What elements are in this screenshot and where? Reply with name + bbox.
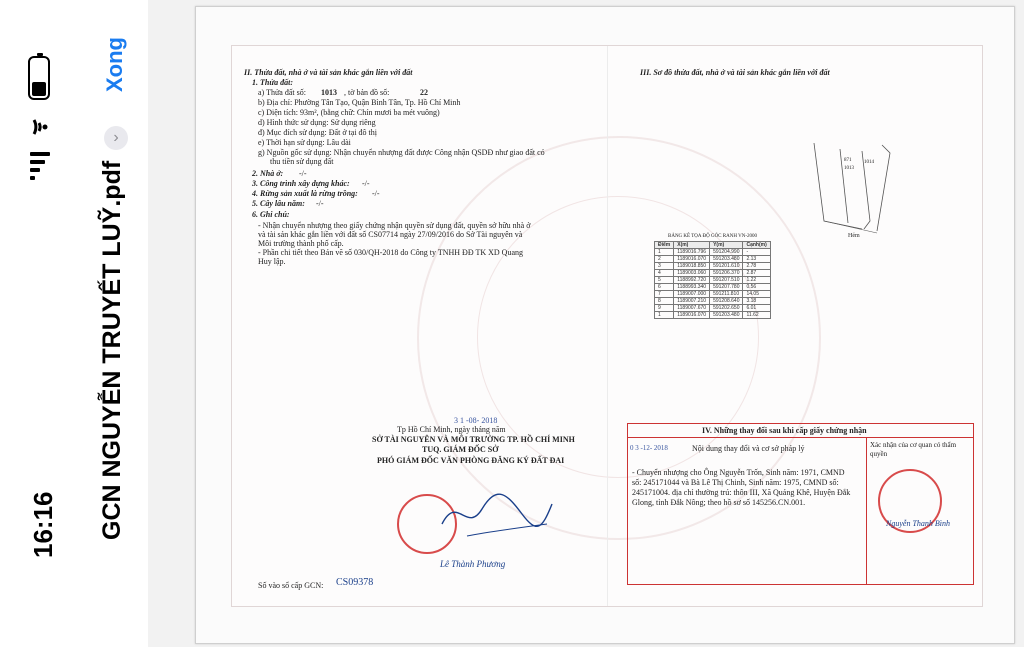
coords-cell: 1189016.070 — [674, 312, 710, 319]
coords-row — [655, 270, 771, 277]
coords-cell: 2 — [655, 256, 674, 263]
change-line-1: - Chuyển nhượng cho Ông Nguyễn Trốn, Sinh năm: 1971, CMND — [632, 468, 845, 477]
coords-cell: 6 — [655, 284, 674, 291]
coords-cell: 2.78 — [743, 263, 770, 270]
cellular-signal-icon — [30, 152, 52, 182]
coords-cell: 1189016.796 — [674, 249, 710, 256]
coords-cell: 5 — [655, 277, 674, 284]
coordinates-table — [654, 241, 771, 319]
authority-proxy: TUQ. GIÁM ĐỐC SỞ — [422, 445, 499, 454]
coords-cell: 1189003.060 — [674, 270, 710, 277]
coords-cell: 1189007.000 — [674, 291, 710, 298]
parcel-number: 1013 — [321, 88, 337, 97]
land-title: 1. Thửa đất: — [252, 78, 294, 87]
changes-section — [627, 423, 974, 585]
coords-cell: 591211.810 — [710, 291, 743, 298]
coords-cell: - — [743, 249, 770, 256]
coords-header-cell: X(m) — [674, 242, 710, 249]
section4-title: IV. Những thay đổi sau khi cấp giấy chứng nhận — [702, 426, 867, 435]
use-origin-cont: thu tiền sử dụng đất — [270, 157, 334, 166]
map-sheet-label: , tờ bản đồ số: — [344, 88, 390, 97]
pdf-page — [195, 6, 1015, 644]
coords-cell: 1 — [655, 249, 674, 256]
note-2b: Huy lập. — [258, 257, 286, 266]
note-2: - Phần chi tiết theo Bản vẽ số 030/QH-2018 do Công ty TNHH ĐĐ TK XD Quang — [258, 248, 524, 257]
construction-label: 3. Công trình xây dựng khác: — [252, 179, 350, 188]
change-line-3: 245171004. địa chỉ thường trú: thôn III, Xã Quảng Khê, Huyện Đắk — [632, 488, 851, 497]
coords-cell: 2.13 — [743, 256, 770, 263]
change-line-2: số: 245171044 và Bà Lê Thị Chinh, Sinh năm: 1975, CMND số: — [632, 478, 839, 487]
coords-row — [655, 284, 771, 291]
change-line-4: Glong, tỉnh Đắk Nông; theo hồ sơ số 145256.CN.001. — [632, 498, 806, 507]
coords-cell: 1.22 — [743, 277, 770, 284]
coords-header-cell: Điểm — [655, 242, 674, 249]
coords-cell: 6.01 — [743, 305, 770, 312]
battery-icon — [28, 56, 50, 100]
authority-title: PHÓ GIÁM ĐỐC VĂN PHÒNG ĐĂNG KÝ ĐẤT ĐAI — [377, 456, 565, 465]
parcel-label: a) Thửa đất số: — [258, 88, 306, 97]
coords-cell: 591203.480 — [710, 312, 743, 319]
coords-cell: 591208.640 — [710, 298, 743, 305]
certificate-document — [231, 45, 983, 607]
coords-row — [655, 298, 771, 305]
date-place: Tp Hồ Chí Minh, ngày tháng năm — [397, 425, 506, 434]
coords-cell: 1189007.210 — [674, 298, 710, 305]
column-content: Nội dung thay đổi và cơ sở pháp lý — [692, 444, 805, 453]
note-1c: Môi trường thành phố cấp. — [258, 239, 344, 248]
plan-north-label: 871 — [844, 158, 852, 163]
coords-cell: 8 — [655, 298, 674, 305]
construction-value: -/- — [362, 179, 370, 188]
coords-cell: 591207.510 — [710, 277, 743, 284]
coords-cell: 4 — [655, 270, 674, 277]
coords-row — [655, 291, 771, 298]
authority-name: SỞ TÀI NGUYÊN VÀ MÔI TRƯỜNG TP. HỒ CHÍ MINH — [372, 435, 575, 444]
registry-number: CS09378 — [336, 577, 374, 588]
coords-row — [655, 277, 771, 284]
house-label: 2. Nhà ở: — [252, 169, 284, 178]
coords-cell: 591203.480 — [710, 256, 743, 263]
note-1: - Nhận chuyển nhượng theo giấy chứng nhận quyền sử dụng đất, quyền sở hữu nhà ở — [258, 221, 531, 230]
signer-name: Lê Thành Phương — [440, 559, 506, 569]
signature — [437, 484, 557, 544]
pdf-viewer[interactable] — [148, 0, 1024, 647]
coords-cell: 1188992.720 — [674, 277, 710, 284]
address: b) Địa chỉ: Phường Tân Tạo, Quận Bình Tân, Tp. Hồ Chí Minh — [258, 98, 461, 107]
coords-row — [655, 263, 771, 270]
plan-adjacent-label: 1014 — [864, 160, 874, 165]
status-time: 16:16 — [28, 491, 58, 558]
coords-cell: 1 — [655, 312, 674, 319]
coords-row — [655, 312, 771, 319]
column-confirmation: Xác nhận của cơ quan có thẩm quyền — [870, 441, 957, 458]
parcel-plan — [802, 141, 902, 236]
coords-cell: 1189016.070 — [674, 256, 710, 263]
house-value: -/- — [299, 169, 307, 178]
coords-cell: 1189007.670 — [674, 305, 710, 312]
notes-title: 6. Ghi chú: — [252, 210, 290, 219]
coords-cell: 2.87 — [743, 270, 770, 277]
section2-title: II. Thửa đất, nhà ở và tài sản khác gắn liền với đất — [244, 68, 413, 77]
perennial-label: 5. Cây lâu năm: — [252, 199, 305, 208]
note-1b: và tài sản khác gắn liền với đất số CS07714 ngày 27/09/2016 do Sở Tài nguyên và — [258, 230, 523, 239]
coords-cell: 591206.370 — [710, 270, 743, 277]
coords-table-title: BẢNG KÊ TỌA ĐỘ GÓC RANH VN-2000 — [668, 234, 757, 239]
plan-parcel-label: 1013 — [844, 166, 854, 171]
use-term: e) Thời hạn sử dụng: Lâu dài — [258, 138, 351, 147]
use-purpose: đ) Mục đích sử dụng: Đất ở tại đô thị — [258, 128, 377, 137]
coords-cell: 0.56 — [743, 284, 770, 291]
coords-cell: 591204.990 — [710, 249, 743, 256]
coords-header-cell: Cạnh(m) — [743, 242, 770, 249]
area: c) Diện tích: 93m², (bằng chữ: Chín mươi ba mét vuông) — [258, 108, 440, 117]
registry-label: Số vào sổ cấp GCN: — [258, 581, 324, 590]
coords-row — [655, 256, 771, 263]
section3-title: III. Sơ đồ thửa đất, nhà ở và tài sản khác gắn liền với đất — [640, 68, 830, 77]
coords-cell: 14.05 — [743, 291, 770, 298]
coords-cell: 591207.780 — [710, 284, 743, 291]
coords-row — [655, 249, 771, 256]
coords-cell: 1189018.850 — [674, 263, 710, 270]
navigation-bar — [0, 0, 149, 647]
forest-value: -/- — [372, 189, 380, 198]
coords-header-cell: Y(m) — [710, 242, 743, 249]
change-date: 0 3 -12- 2018 — [630, 444, 668, 452]
done-button[interactable]: Xong — [102, 37, 127, 92]
coords-cell: 11.62 — [743, 312, 770, 319]
coords-row — [655, 305, 771, 312]
perennial-value: -/- — [316, 199, 324, 208]
coords-cell: 3.18 — [743, 298, 770, 305]
document-title: GCN NGUYỄN TRUYẾT LUỸ.pdf — [98, 160, 126, 540]
map-sheet-number: 22 — [420, 88, 428, 97]
coords-cell: 1188993.340 — [674, 284, 710, 291]
coords-cell: 591201.610 — [710, 263, 743, 270]
plan-road-label: Hẻm — [848, 233, 860, 239]
use-origin: g) Nguồn gốc sử dụng: Nhận chuyển nhượng đất được Công nhận QSDĐ như giao đất có — [258, 148, 545, 157]
wifi-icon — [30, 116, 52, 138]
coords-cell: 591202.650 — [710, 305, 743, 312]
chevron-right-icon[interactable]: › — [104, 126, 128, 150]
coords-cell: 7 — [655, 291, 674, 298]
date-stamp: 3 1 -08- 2018 — [454, 416, 498, 425]
coords-cell: 3 — [655, 263, 674, 270]
confirmation-signer: Nguyễn Thanh Bình — [886, 519, 950, 528]
forest-label: 4. Rừng sản xuất là rừng trồng: — [252, 189, 358, 198]
coords-cell: 9 — [655, 305, 674, 312]
use-form: d) Hình thức sử dụng: Sử dụng riêng — [258, 118, 376, 127]
